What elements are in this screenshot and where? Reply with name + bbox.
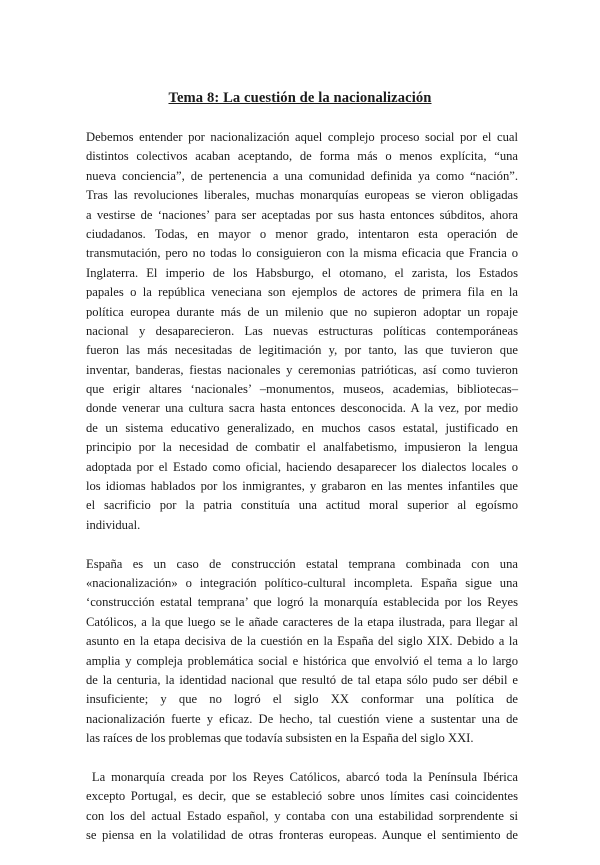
text-line: de un sistema educativo generalizado, en muchos casos estatal, justificado en: [86, 420, 518, 435]
text-line: se piensa en la volatilidad de otras fronteras europeas. Aunque el sentimiento de: [86, 828, 518, 843]
text-line: el sacrificio por la patria constituía una actitud moral superior al egoísmo: [86, 498, 518, 513]
text-line: La monarquía creada por los Reyes Católicos, abarcó toda la Península Ibérica: [86, 769, 518, 784]
text-line: nacional y desaparecieron. Las nuevas estructuras políticas contemporáneas: [86, 323, 518, 338]
text-line: adoptada por el Estado como oficial, haciendo desaparecer los dialectos locales o: [86, 459, 518, 474]
text-line: Católicos, a la que luego se le añade caracteres de la etapa ilustrada, para llegar al: [86, 614, 518, 629]
text-line: «nacionalización» o integración político-cultural incompleta. España sigue una: [86, 575, 518, 590]
text-line: nacionalización fuerte y eficaz. De hecho, tal cuestión viene a sustentar una de: [86, 711, 518, 726]
text-line: amplia y compleja problemática social e histórica que envolvió el tema a lo largo: [86, 653, 518, 668]
text-line: con los del actual Estado español, y contaba con una estabilidad sorprendente si: [86, 808, 518, 823]
text-line: política europea durante más de un milenio que no supieron adoptar un ropaje: [86, 304, 518, 319]
text-line: Debemos entender por nacionalización aquel complejo proceso social por el cual: [86, 130, 518, 144]
text-line: Tras las revoluciones liberales, muchas monarquías europeas se vieron obligadas: [86, 188, 518, 203]
text-line: nueva conciencia”, de pertenencia a una comunidad definida ya como “nación”.: [86, 168, 518, 183]
text-line: insuficiente; y que no logró el siglo XX conformar una política de: [86, 692, 518, 707]
text-line: a vestirse de ‘naciones’ para ser aceptadas por sus hasta entonces súbditos, ahora: [86, 207, 518, 222]
paragraph-1: [86, 128, 518, 535]
text-line: fueron las más necesitadas de legitimación y, por tanto, las que tuvieron que: [86, 343, 518, 358]
text-line: principio por la necesidad de combatir el analfabetismo, impusieron la lengua: [86, 440, 518, 455]
text-line: papales o la república veneciana son ejemplos de actores de primera fila en la: [86, 285, 518, 300]
text-line: de la centuria, la identidad nacional que resultó de tal etapa sólo pudo ser débil e: [86, 672, 518, 687]
text-line: España es un caso de construcción estatal temprana combinada con una: [86, 556, 518, 571]
paragraph-3: [86, 768, 518, 846]
text-line: inventar, banderas, fiestas nacionales y ceremonias patrióticas, así como tuvieron: [86, 362, 518, 377]
text-line: los idiomas hablados por los inmigrantes, y grabaron en las mentes infantiles que: [86, 479, 518, 494]
text-line: distintos colectivos acaban aceptando, de forma más o menos explícita, “una: [86, 149, 518, 164]
text-line: Inglaterra. El imperio de los Habsburgo, el otomano, el zarista, los Estados: [86, 265, 518, 280]
text-line: que erigir altares ‘nacionales’ –monumentos, museos, academias, bibliotecas–: [86, 382, 518, 397]
paragraph-2: [86, 555, 518, 749]
text-line: asunto en la etapa decisiva de la cuestión en la España del siglo XIX. Debido a la: [86, 634, 518, 649]
text-line: las raíces de los problemas que todavía subsisten en la España del siglo XXI.: [86, 731, 474, 746]
document-title: Tema 8: La cuestión de la nacionalización: [168, 90, 432, 106]
document-body: [86, 128, 518, 865]
text-line: excepto Portugal, es decir, que se estableció sobre unos límites casi coincidentes: [86, 789, 518, 804]
text-line: individual.: [86, 517, 141, 532]
text-line: donde venerar una cultura sacra hasta entonces desconocida. A la vez, por medio: [86, 401, 518, 416]
text-line: ciudadanos. Todas, en mayor o menor grado, intentaron esta operación de: [86, 226, 518, 241]
text-line: transmutación, pero no todas lo consiguieron con la misma eficacia que Francia o: [86, 246, 518, 261]
text-line: ‘construcción estatal temprana’ que logró la monarquía establecida por los Reyes: [86, 595, 518, 610]
